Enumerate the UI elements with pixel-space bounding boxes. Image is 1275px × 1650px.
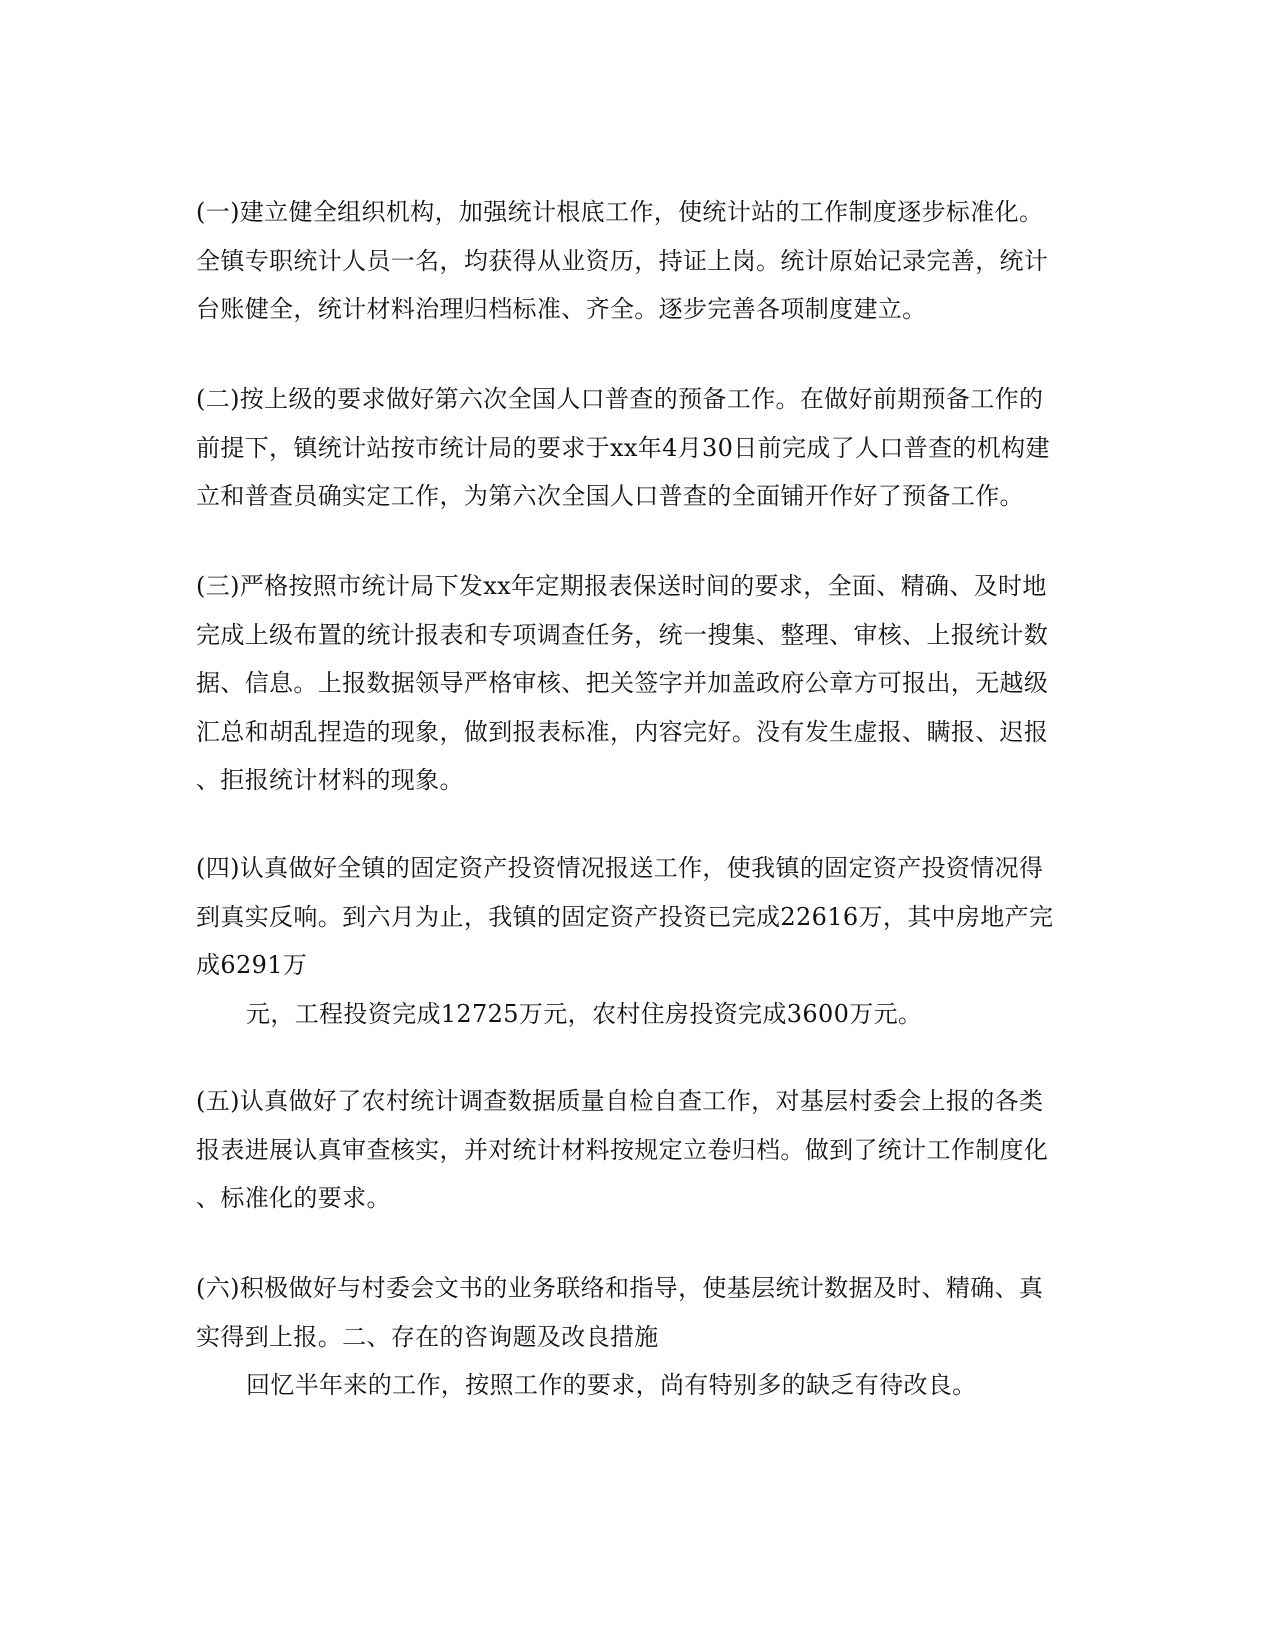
paragraph-1 [196,188,1076,334]
paragraph-line: 立和普查员确实定工作，为第六次全国人口普查的全面铺开作好了预备工作。 [196,482,1024,510]
paragraph-line: 实得到上报。二、存在的咨询题及改良措施 [196,1322,659,1351]
paragraph-line: 报表进展认真审查核实，并对统计材料按规定立卷归档。做到了统计工作制度化 [196,1135,1049,1164]
paragraph-line: (二)按上级的要求做好第六次全国人口普查的预备工作。在做好前期预备工作的 [196,385,1044,413]
paragraph-line: (一)建立健全组织机构，加强统计根底工作，使统计站的工作制度逐步标准化。 [196,198,1044,226]
paragraph-line: 到真实反响。到六月为止，我镇的固定资产投资已完成22616万，其中房地产完 [196,902,1054,931]
paragraph-continuation: 回忆半年来的工作，按照工作的要求，尚有特别多的缺乏有待改良。 [246,1371,977,1399]
paragraph-line: 、标准化的要求。 [196,1184,391,1212]
paragraph-line: 、拒报统计材料的现象。 [196,766,464,794]
paragraph-line: 成6291万 [196,951,308,979]
paragraph-line: 前提下，镇统计站按市统计局的要求于xx年4月30日前完成了人口普查的机构建 [196,433,1050,462]
paragraph-line: 汇总和胡乱捏造的现象，做到报表标准，内容完好。没有发生虚报、瞒报、迟报 [196,717,1049,746]
paragraph-4 [196,844,1076,1038]
paragraph-line: (六)积极做好与村委会文书的业务联络和指导，使基层统计数据及时、精确、真 [196,1274,1044,1302]
paragraph-line: 据、信息。上报数据领导严格审核、把关签字并加盖政府公章方可报出，无越级 [196,669,1049,697]
paragraph-line: 完成上级布置的统计报表和专项调查任务，统一搜集、整理、审核、上报统计数 [196,620,1049,649]
paragraph-6 [196,1264,1076,1410]
paragraph-2 [196,375,1076,521]
paragraph-3 [196,562,1076,805]
paragraph-5 [196,1077,1076,1223]
paragraph-line: (四)认真做好全镇的固定资产投资情况报送工作，使我镇的固定资产投资情况得 [196,854,1044,882]
paragraph-continuation: 元，工程投资完成12725万元，农村住房投资完成3600万元。 [246,999,923,1028]
paragraph-line: (三)严格按照市统计局下发xx年定期报表保送时间的要求，全面、精确、及时地 [196,572,1047,600]
paragraph-line: 全镇专职统计人员一名，均获得从业资历，持证上岗。统计原始记录完善，统计 [196,246,1049,275]
paragraph-line: (五)认真做好了农村统计调查数据质量自检自查工作，对基层村委会上报的各类 [196,1087,1044,1115]
paragraph-line: 台账健全，统计材料治理归档标准、齐全。逐步完善各项制度建立。 [196,295,927,323]
